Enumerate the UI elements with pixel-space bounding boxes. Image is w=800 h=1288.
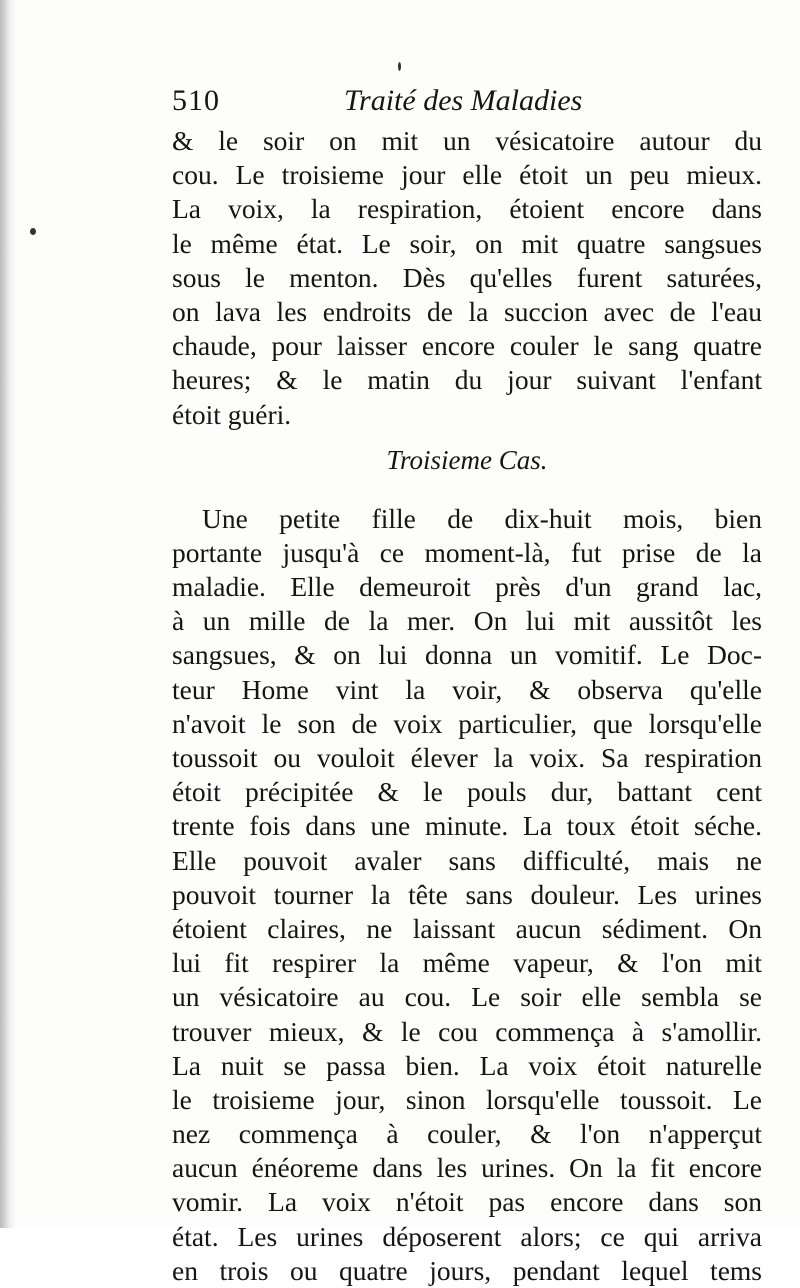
text-line: trente fois dans une minute. La toux étoit séche. — [172, 810, 762, 842]
text-line: aucun énéoreme dans les urines. On la fit encore — [172, 1152, 762, 1184]
text-line: étoit guéri. — [172, 398, 292, 430]
text-line: & le soir on mit un vésicatoire autour du — [172, 125, 762, 156]
text-line: portante jusqu'à ce moment-là, fut prise de la — [172, 536, 762, 568]
text-line: lui fit respirer la même vapeur, & l'on mit — [172, 947, 762, 979]
ink-speck — [30, 228, 36, 235]
text-line: heures; & le matin du jour suivant l'enfant — [172, 364, 762, 396]
text-line: cou. Le troisieme jour elle étoit un peu mieux. — [172, 159, 762, 191]
section-heading: Troisieme Cas. — [386, 444, 548, 475]
text-line: chaude, pour laisser encore couler le sang quatre — [172, 330, 762, 362]
text-line: Elle pouvoit avaler sans difficulté, mais ne — [172, 844, 762, 876]
text-line: toussoit ou vouloit élever la voix. Sa respiration — [172, 742, 762, 773]
text-line: teur Home vint la voir, & observa qu'elle — [172, 673, 762, 705]
text-line: à un mille de la mer. On lui mit aussitôt les — [172, 605, 762, 637]
text-line: le troisieme jour, sinon lorsqu'elle toussoit. Le — [172, 1083, 762, 1115]
text-line: La voix, la respiration, étoient encore dans — [172, 193, 762, 225]
text-line: le même état. Le soir, on mit quatre sangsues — [172, 227, 762, 259]
page-gutter-shadow — [0, 0, 16, 1228]
text-line: sous le menton. Dès qu'elles furent saturées, — [172, 261, 762, 293]
text-line: La nuit se passa bien. La voix étoit naturelle — [172, 1049, 762, 1081]
text-line: étoient claires, ne laissant aucun sédiment. On — [172, 912, 762, 944]
page-number: 510 — [172, 84, 220, 117]
text-line: un vésicatoire au cou. Le soir elle sembla se — [172, 981, 762, 1013]
text-line: Une petite fille de dix-huit mois, bien — [202, 502, 762, 534]
text-line: trouver mieux, & le cou commença à s'amollir. — [172, 1015, 762, 1047]
ink-speck — [398, 62, 401, 71]
text-line: vomir. La voix n'étoit pas encore dans son — [172, 1186, 762, 1218]
text-line: sangsues, & on lui donna un vomitif. Le Doc- — [172, 639, 762, 671]
text-line: on lava les endroits de la succion avec de l'eau — [172, 295, 762, 327]
text-line: en trois ou quatre jours, pendant lequel tems — [172, 1254, 762, 1286]
page-header — [172, 84, 762, 124]
text-line: maladie. Elle demeuroit près d'un grand lac, — [172, 571, 762, 603]
text-line: nez commença à couler, & l'on n'apperçut — [172, 1118, 762, 1150]
text-line: n'avoit le son de voix particulier, que lorsqu'elle — [172, 707, 762, 739]
text-line: étoit précipitée & le pouls dur, battant cent — [172, 776, 762, 808]
text-line: pouvoit tourner la tête sans douleur. Les urines — [172, 878, 762, 910]
text-line: état. Les urines déposerent alors; ce qui arriva — [172, 1220, 762, 1252]
running-title: Traité des Maladies — [344, 84, 583, 117]
body-text — [172, 124, 762, 1288]
